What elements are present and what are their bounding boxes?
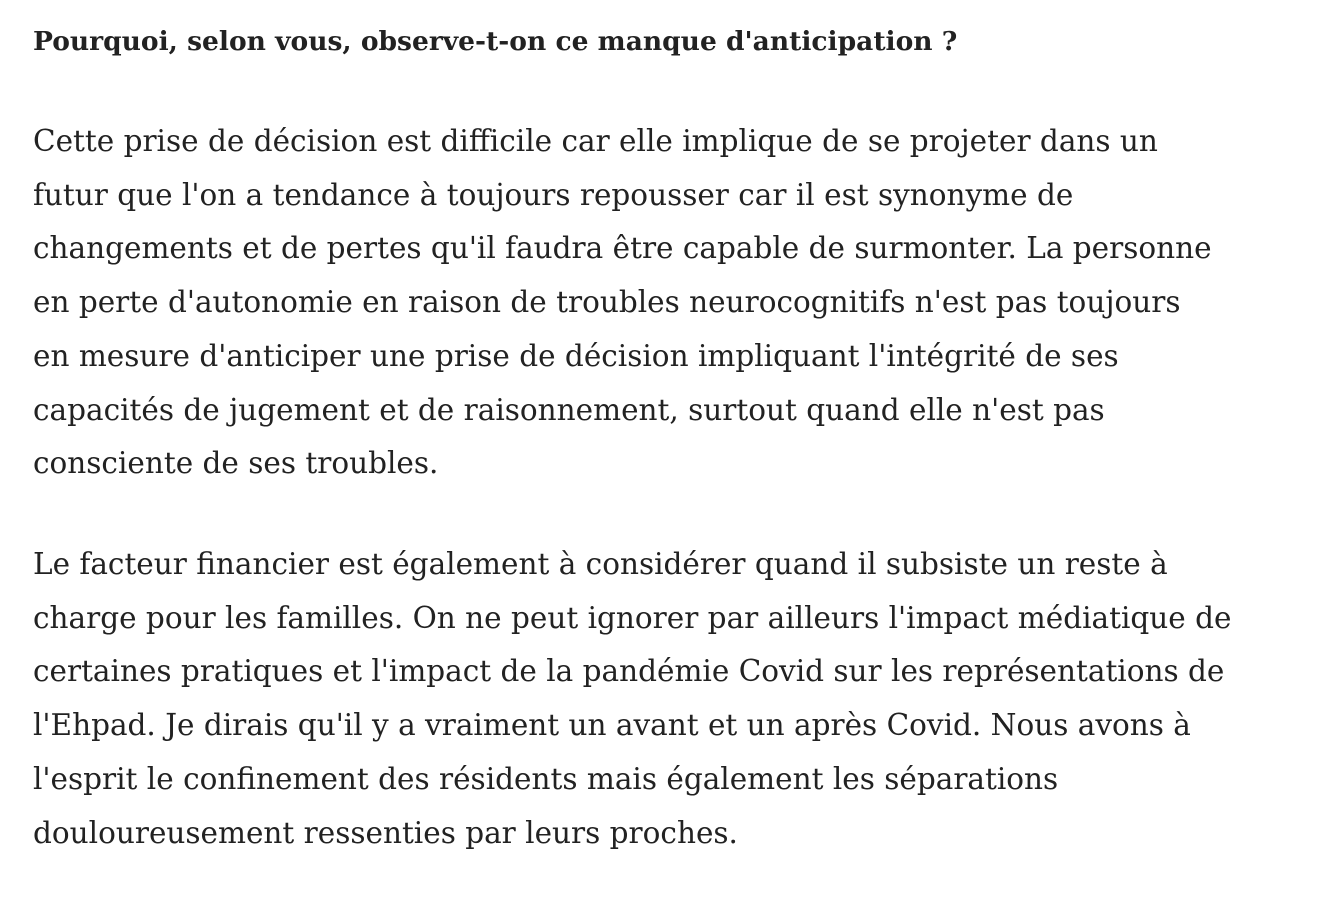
paragraph-line: capacités de jugement et de raisonnement, surtout quand elle n'est pas: [33, 392, 1105, 427]
paragraph-line: Le facteur financier est également à considérer quand il subsiste un reste à: [33, 547, 1168, 581]
paragraph-line: l'Ehpad. Je dirais qu'il y a vraiment un avant et un après Covid. Nous avons à: [33, 708, 1191, 743]
answer-paragraph-2: [33, 538, 1231, 860]
paragraph-line: certaines pratiques et l'impact de la pandémie Covid sur les représentations de: [33, 654, 1225, 689]
paragraph-line: Cette prise de décision est difficile car elle implique de se projeter dans un: [33, 124, 1158, 158]
paragraph-line: en mesure d'anticiper une prise de décision impliquant l'intégrité de ses: [33, 338, 1119, 373]
paragraph-line: futur que l'on a tendance à toujours repousser car il est synonyme de: [33, 177, 1074, 212]
paragraph-line: charge pour les familles. On ne peut ignorer par ailleurs l'impact médiatique de: [33, 600, 1232, 635]
paragraph-line: douloureusement ressenties par leurs proches.: [33, 815, 738, 850]
answer-paragraph-1: [33, 115, 1212, 491]
paragraph-line: en perte d'autonomie en raison de troubles neurocognitifs n'est pas toujours: [33, 285, 1181, 320]
paragraph-line: l'esprit le confinement des résidents mais également les séparations: [33, 761, 1059, 796]
paragraph-line: changements et de pertes qu'il faudra être capable de surmonter. La personne: [33, 231, 1212, 266]
paragraph-line: consciente de ses troubles.: [33, 446, 439, 481]
interview-question: Pourquoi, selon vous, observe-t-on ce manque d'anticipation ?: [33, 26, 958, 57]
